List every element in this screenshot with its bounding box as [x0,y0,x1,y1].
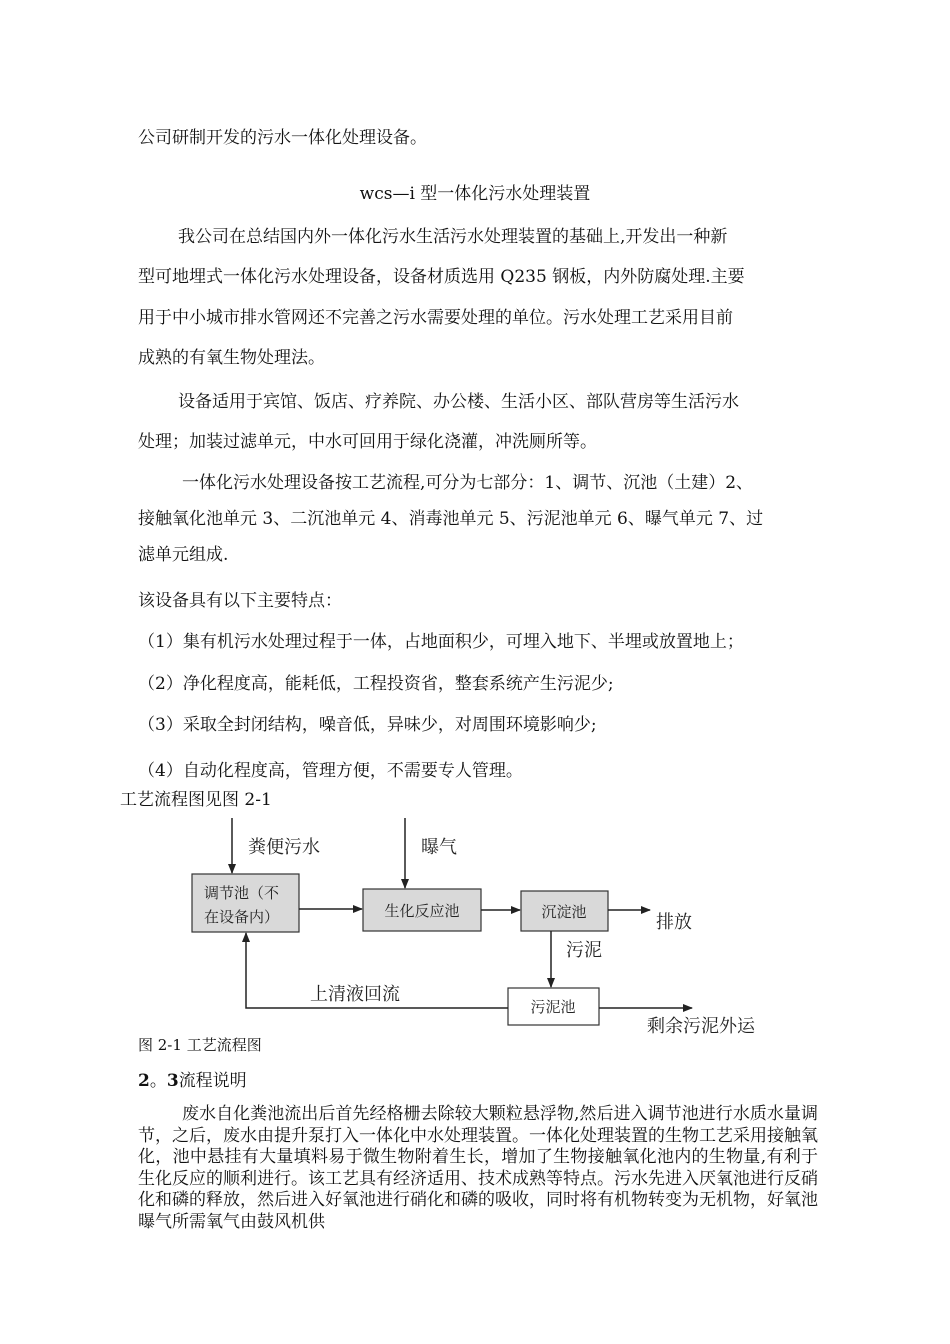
text-line: 设备适用于宾馆、饭店、疗养院、办公楼、生活小区、部队营房等生活污水 [178,392,739,412]
text-line: 一体化污水处理设备按工艺流程,可分为七部分：1、调节、沉池（土建）2、 [182,473,754,493]
sludge-label: 污泥 [566,940,602,961]
product-title: wcs—i 型一体化污水处理装置 [359,184,591,204]
aeration-label: 曝气 [421,837,457,858]
text-line: 处理；加装过滤单元，中水可回用于绿化浇灌，冲洗厕所等。 [138,432,597,452]
feature-item: （4）自动化程度高，管理方便，不需要专人管理。 [138,761,523,781]
feature-item: （1）集有机污水处理过程于一体，占地面积少，可埋入地下、半埋或放置地上； [138,632,744,652]
excess-sludge-label: 剩余污泥外运 [647,1016,755,1037]
text-line: 用于中小城市排水管网还不完善之污水需要处理的单位。污水处理工艺采用目前 [138,308,733,328]
bio-reactor-label: 生化反应池 [384,902,460,920]
feature-item: （3）采取全封闭结构，噪音低，异味少，对周围环境影响少; [138,715,597,735]
text-line: 成熟的有氧生物处理法。 [138,348,325,368]
features-intro: 该设备具有以下主要特点： [138,591,342,611]
settling-tank-label: 沉淀池 [541,903,587,921]
text-line: 我公司在总结国内外一体化污水生活污水处理装置的基础上,开发出一种新 [178,227,728,247]
text-line: 型可地埋式一体化污水处理设备，设备材质选用 Q235 钢板，内外防腐处理.主要 [138,267,745,287]
adjust-tank-label: 调节池（不 [204,884,280,902]
section-number: 3 [166,1071,179,1091]
section-separator: 。 [149,1071,167,1091]
adjust-tank-label: 在设备内） [204,908,280,926]
text-line: 滤单元组成. [138,545,229,565]
discharge-label: 排放 [656,912,692,933]
section-number: 2 [138,1071,150,1091]
sludge-tank-label: 污泥池 [530,998,576,1016]
intro-tail: 公司研制开发的污水一体化处理设备。 [138,128,427,148]
section-body: 废水自化粪池流出后首先经格栅去除较大颗粒悬浮物,然后进入调节池进行水质水量调节，之后，废水由提升泵打入一体化中水处理装置。一体化处理装置的生物工艺采用接触氧化，池中悬挂有大量填料易于微生物附着生长，增加了生物接触氧化池内的生物量,有利于生化反应的顺利进行。该工艺具有经济适用、技术成熟等特点。污水先进入厌氧池进行反硝化和磷的释放，然后进入好氧池进行硝化和磷的吸收，同时将有机物转变为无机物，好氧池曝气所需氧气由鼓风机供 [138,1104,818,1232]
text-line: 接触氧化池单元 3、二沉池单元 4、消毒池单元 5、污泥池单元 6、曝气单元 7、过 [138,509,764,529]
figure-reference: 工艺流程图见图 2-1 [120,790,272,810]
return-flow-label: 上清液回流 [310,984,400,1005]
section-heading [138,1070,247,1092]
feces-inflow-label: 粪便污水 [248,837,320,858]
figure-caption: 图 2-1 工艺流程图 [138,1036,262,1054]
section-title: 流程说明 [178,1071,247,1091]
feature-item: （2）净化程度高，能耗低，工程投资省，整套系统产生污泥少; [138,674,614,694]
